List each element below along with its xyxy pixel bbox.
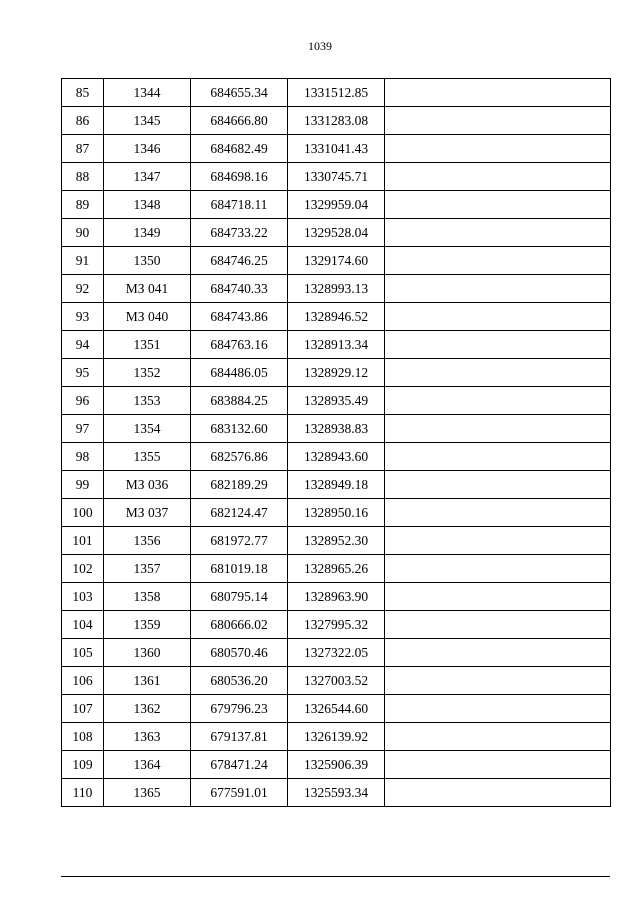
y-coordinate-cell: 1331512.85 bbox=[288, 79, 385, 107]
x-coordinate-cell: 682189.29 bbox=[191, 471, 288, 499]
table-row bbox=[62, 415, 611, 443]
y-coordinate-cell: 1328935.49 bbox=[288, 387, 385, 415]
note-cell bbox=[385, 499, 611, 527]
table-row bbox=[62, 191, 611, 219]
y-coordinate-cell: 1328946.52 bbox=[288, 303, 385, 331]
y-coordinate-cell: 1328950.16 bbox=[288, 499, 385, 527]
x-coordinate-cell: 682576.86 bbox=[191, 443, 288, 471]
note-cell bbox=[385, 107, 611, 135]
x-coordinate-cell: 684666.80 bbox=[191, 107, 288, 135]
row-number-cell: 99 bbox=[62, 471, 104, 499]
x-coordinate-cell: 679137.81 bbox=[191, 723, 288, 751]
point-id-cell: 1365 bbox=[104, 779, 191, 807]
row-number-cell: 100 bbox=[62, 499, 104, 527]
point-id-cell: 1359 bbox=[104, 611, 191, 639]
table-row bbox=[62, 527, 611, 555]
point-id-cell: 1354 bbox=[104, 415, 191, 443]
row-number-cell: 88 bbox=[62, 163, 104, 191]
point-id-cell: 1350 bbox=[104, 247, 191, 275]
note-cell bbox=[385, 555, 611, 583]
row-number-cell: 86 bbox=[62, 107, 104, 135]
note-cell bbox=[385, 415, 611, 443]
row-number-cell: 92 bbox=[62, 275, 104, 303]
note-cell bbox=[385, 723, 611, 751]
row-number-cell: 101 bbox=[62, 527, 104, 555]
table-row bbox=[62, 667, 611, 695]
point-id-cell: 1351 bbox=[104, 331, 191, 359]
table-row bbox=[62, 583, 611, 611]
note-cell bbox=[385, 471, 611, 499]
row-number-cell: 93 bbox=[62, 303, 104, 331]
y-coordinate-cell: 1329959.04 bbox=[288, 191, 385, 219]
note-cell bbox=[385, 163, 611, 191]
row-number-cell: 94 bbox=[62, 331, 104, 359]
point-id-cell: 1348 bbox=[104, 191, 191, 219]
point-id-cell: МЗ 036 bbox=[104, 471, 191, 499]
note-cell bbox=[385, 443, 611, 471]
table-row bbox=[62, 499, 611, 527]
y-coordinate-cell: 1329174.60 bbox=[288, 247, 385, 275]
note-cell bbox=[385, 135, 611, 163]
row-number-cell: 102 bbox=[62, 555, 104, 583]
y-coordinate-cell: 1328993.13 bbox=[288, 275, 385, 303]
x-coordinate-cell: 684740.33 bbox=[191, 275, 288, 303]
row-number-cell: 108 bbox=[62, 723, 104, 751]
y-coordinate-cell: 1327322.05 bbox=[288, 639, 385, 667]
table-row bbox=[62, 359, 611, 387]
row-number-cell: 87 bbox=[62, 135, 104, 163]
row-number-cell: 109 bbox=[62, 751, 104, 779]
x-coordinate-cell: 684733.22 bbox=[191, 219, 288, 247]
row-number-cell: 106 bbox=[62, 667, 104, 695]
note-cell bbox=[385, 611, 611, 639]
note-cell bbox=[385, 387, 611, 415]
row-number-cell: 90 bbox=[62, 219, 104, 247]
footer-divider bbox=[61, 876, 610, 877]
row-number-cell: 89 bbox=[62, 191, 104, 219]
table-row bbox=[62, 135, 611, 163]
x-coordinate-cell: 681019.18 bbox=[191, 555, 288, 583]
table-row bbox=[62, 751, 611, 779]
y-coordinate-cell: 1328963.90 bbox=[288, 583, 385, 611]
x-coordinate-cell: 684682.49 bbox=[191, 135, 288, 163]
y-coordinate-cell: 1331283.08 bbox=[288, 107, 385, 135]
x-coordinate-cell: 683884.25 bbox=[191, 387, 288, 415]
y-coordinate-cell: 1330745.71 bbox=[288, 163, 385, 191]
y-coordinate-cell: 1328943.60 bbox=[288, 443, 385, 471]
point-id-cell: МЗ 037 bbox=[104, 499, 191, 527]
coordinates-table-body bbox=[62, 79, 611, 807]
x-coordinate-cell: 680570.46 bbox=[191, 639, 288, 667]
table-row bbox=[62, 303, 611, 331]
table-row bbox=[62, 331, 611, 359]
point-id-cell: 1357 bbox=[104, 555, 191, 583]
x-coordinate-cell: 681972.77 bbox=[191, 527, 288, 555]
x-coordinate-cell: 680536.20 bbox=[191, 667, 288, 695]
table-row bbox=[62, 555, 611, 583]
x-coordinate-cell: 684746.25 bbox=[191, 247, 288, 275]
note-cell bbox=[385, 79, 611, 107]
row-number-cell: 107 bbox=[62, 695, 104, 723]
table-row bbox=[62, 779, 611, 807]
point-id-cell: МЗ 041 bbox=[104, 275, 191, 303]
point-id-cell: 1352 bbox=[104, 359, 191, 387]
y-coordinate-cell: 1331041.43 bbox=[288, 135, 385, 163]
table-row bbox=[62, 695, 611, 723]
point-id-cell: 1362 bbox=[104, 695, 191, 723]
x-coordinate-cell: 680666.02 bbox=[191, 611, 288, 639]
note-cell bbox=[385, 751, 611, 779]
x-coordinate-cell: 680795.14 bbox=[191, 583, 288, 611]
y-coordinate-cell: 1328929.12 bbox=[288, 359, 385, 387]
table-row bbox=[62, 219, 611, 247]
point-id-cell: 1347 bbox=[104, 163, 191, 191]
y-coordinate-cell: 1329528.04 bbox=[288, 219, 385, 247]
point-id-cell: 1344 bbox=[104, 79, 191, 107]
note-cell bbox=[385, 331, 611, 359]
table-row bbox=[62, 471, 611, 499]
table-row bbox=[62, 107, 611, 135]
row-number-cell: 104 bbox=[62, 611, 104, 639]
point-id-cell: 1353 bbox=[104, 387, 191, 415]
table-row bbox=[62, 163, 611, 191]
point-id-cell: 1355 bbox=[104, 443, 191, 471]
x-coordinate-cell: 684486.05 bbox=[191, 359, 288, 387]
note-cell bbox=[385, 359, 611, 387]
table-row bbox=[62, 79, 611, 107]
x-coordinate-cell: 683132.60 bbox=[191, 415, 288, 443]
point-id-cell: 1345 bbox=[104, 107, 191, 135]
y-coordinate-cell: 1326544.60 bbox=[288, 695, 385, 723]
row-number-cell: 97 bbox=[62, 415, 104, 443]
row-number-cell: 96 bbox=[62, 387, 104, 415]
table-row bbox=[62, 387, 611, 415]
x-coordinate-cell: 684698.16 bbox=[191, 163, 288, 191]
point-id-cell: 1363 bbox=[104, 723, 191, 751]
table-row bbox=[62, 723, 611, 751]
x-coordinate-cell: 684763.16 bbox=[191, 331, 288, 359]
note-cell bbox=[385, 191, 611, 219]
page-number: 1039 bbox=[308, 39, 332, 53]
note-cell bbox=[385, 667, 611, 695]
y-coordinate-cell: 1328949.18 bbox=[288, 471, 385, 499]
note-cell bbox=[385, 779, 611, 807]
note-cell bbox=[385, 247, 611, 275]
table-row bbox=[62, 639, 611, 667]
y-coordinate-cell: 1327003.52 bbox=[288, 667, 385, 695]
note-cell bbox=[385, 583, 611, 611]
note-cell bbox=[385, 303, 611, 331]
point-id-cell: 1360 bbox=[104, 639, 191, 667]
table-row bbox=[62, 443, 611, 471]
y-coordinate-cell: 1325906.39 bbox=[288, 751, 385, 779]
y-coordinate-cell: 1327995.32 bbox=[288, 611, 385, 639]
y-coordinate-cell: 1328952.30 bbox=[288, 527, 385, 555]
point-id-cell: МЗ 040 bbox=[104, 303, 191, 331]
table-row bbox=[62, 611, 611, 639]
y-coordinate-cell: 1325593.34 bbox=[288, 779, 385, 807]
note-cell bbox=[385, 527, 611, 555]
point-id-cell: 1364 bbox=[104, 751, 191, 779]
row-number-cell: 103 bbox=[62, 583, 104, 611]
x-coordinate-cell: 684743.86 bbox=[191, 303, 288, 331]
x-coordinate-cell: 678471.24 bbox=[191, 751, 288, 779]
note-cell bbox=[385, 275, 611, 303]
table-row bbox=[62, 275, 611, 303]
y-coordinate-cell: 1328965.26 bbox=[288, 555, 385, 583]
note-cell bbox=[385, 219, 611, 247]
note-cell bbox=[385, 639, 611, 667]
y-coordinate-cell: 1326139.92 bbox=[288, 723, 385, 751]
coordinates-table bbox=[61, 78, 611, 807]
point-id-cell: 1346 bbox=[104, 135, 191, 163]
y-coordinate-cell: 1328938.83 bbox=[288, 415, 385, 443]
row-number-cell: 110 bbox=[62, 779, 104, 807]
y-coordinate-cell: 1328913.34 bbox=[288, 331, 385, 359]
row-number-cell: 95 bbox=[62, 359, 104, 387]
point-id-cell: 1361 bbox=[104, 667, 191, 695]
point-id-cell: 1356 bbox=[104, 527, 191, 555]
x-coordinate-cell: 679796.23 bbox=[191, 695, 288, 723]
table-row bbox=[62, 247, 611, 275]
row-number-cell: 98 bbox=[62, 443, 104, 471]
x-coordinate-cell: 682124.47 bbox=[191, 499, 288, 527]
row-number-cell: 85 bbox=[62, 79, 104, 107]
x-coordinate-cell: 677591.01 bbox=[191, 779, 288, 807]
row-number-cell: 105 bbox=[62, 639, 104, 667]
point-id-cell: 1358 bbox=[104, 583, 191, 611]
note-cell bbox=[385, 695, 611, 723]
row-number-cell: 91 bbox=[62, 247, 104, 275]
point-id-cell: 1349 bbox=[104, 219, 191, 247]
x-coordinate-cell: 684718.11 bbox=[191, 191, 288, 219]
x-coordinate-cell: 684655.34 bbox=[191, 79, 288, 107]
